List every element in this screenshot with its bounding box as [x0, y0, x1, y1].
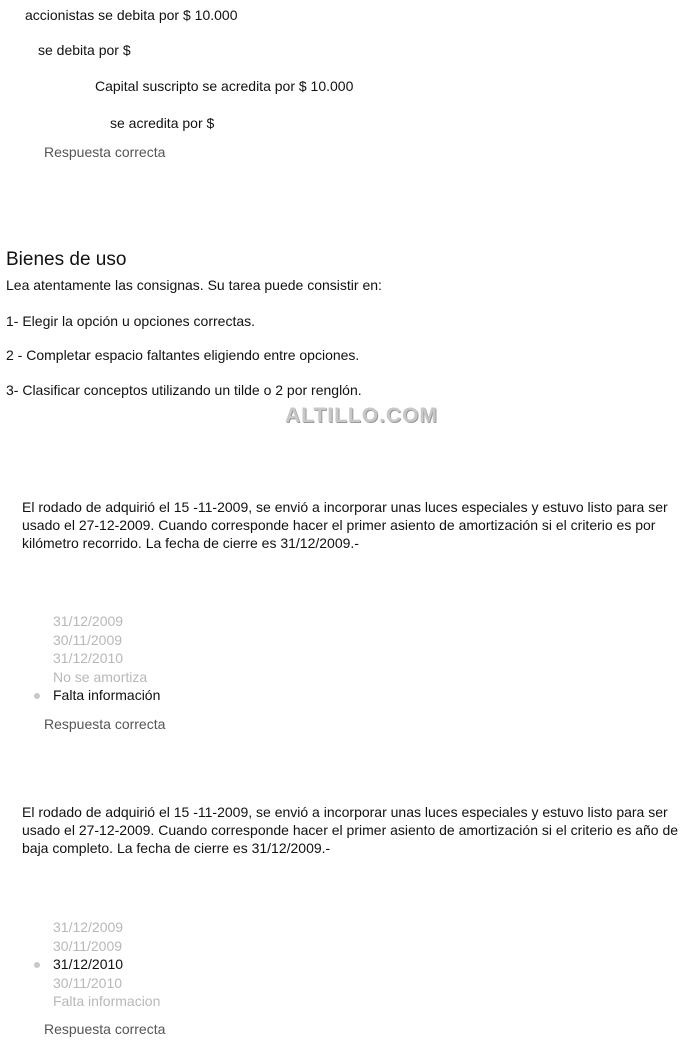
watermark-logo: ALTILLO.COM — [285, 404, 438, 427]
question-2-text: El rodado de adquirió el 15 -11-2009, se envió a incorporar unas luces especiales y estuvo listo para ser usado el 27-12-2009. Cuando corresponde hacer el primer asiento de amortización si el criterio es año de baja completo. La fecha de cierre es 31/12/2009.- — [22, 804, 679, 856]
section-intro: Lea atentamente las consignas. Su tarea puede consistir en: — [6, 277, 382, 293]
feedback-text: Respuesta correcta — [44, 1021, 166, 1037]
selected-radio-icon[interactable] — [34, 693, 40, 699]
feedback-text: Respuesta correcta — [44, 716, 166, 732]
option-label[interactable]: 30/11/2009 — [53, 937, 123, 954]
option-label[interactable]: Falta informacion — [53, 993, 161, 1009]
instruction-item-1: 1- Elegir la opción u opciones correctas. — [6, 313, 256, 329]
entry-line-accionistas: accionistas se debita por $ 10.000 — [25, 7, 238, 23]
option-label[interactable]: 30/11/2009 — [53, 631, 123, 648]
option-label-selected[interactable]: 31/12/2010 — [53, 956, 124, 972]
entry-line-capital: Capital suscripto se acredita por $ 10.000 — [95, 78, 354, 94]
entry-line-debit: se debita por $ — [38, 42, 131, 58]
option-label[interactable]: 30/11/2010 — [53, 974, 123, 991]
entry-line-credit: se acredita por $ — [110, 115, 215, 131]
selected-radio-icon[interactable] — [34, 962, 40, 968]
option-label[interactable]: 31/12/2009 — [53, 919, 124, 935]
question-1-text: El rodado de adquirió el 15 -11-2009, se envió a incorporar unas luces especiales y estuvo listo para ser usado el 27-12-2009. Cuando corresponde hacer el primer asiento de amortización si el criterio es por kilómetro recorrido. La fecha de cierre es 31/12/2009.- — [22, 499, 668, 551]
instruction-item-3: 3- Clasificar conceptos utilizando un tilde o 2 por renglón. — [6, 382, 362, 398]
option-label-selected[interactable]: Falta información — [53, 687, 161, 703]
feedback-text: Respuesta correcta — [44, 144, 166, 160]
instruction-item-2: 2 - Completar espacio faltantes eligiendo entre opciones. — [6, 347, 360, 363]
option-label[interactable]: 31/12/2009 — [53, 613, 124, 629]
option-label[interactable]: No se amortiza — [53, 668, 148, 685]
section-title: Bienes de uso — [6, 249, 127, 270]
option-label[interactable]: 31/12/2010 — [53, 650, 124, 666]
